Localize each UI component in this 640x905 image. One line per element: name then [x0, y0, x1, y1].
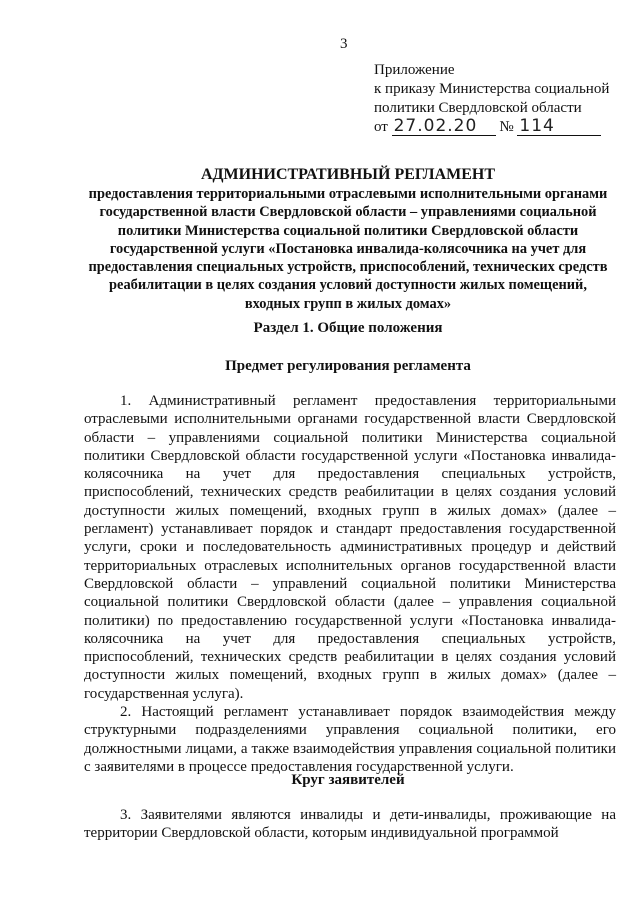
appendix-line-2: к приказу Министерства социальной — [374, 81, 610, 97]
paragraph-2: 2. Настоящий регламент устанавливает порядок взаимодействия между структурными подразделениями управления социальной политики, его должностными лицами, а также взаимодействия управления социальной политики с заявителями в процессе предоставления государственной услуги. — [84, 704, 616, 775]
body-paragraph-3 — [84, 806, 616, 843]
appendix-block — [374, 61, 634, 137]
section-1-heading: Раздел 1. Общие положения — [253, 320, 443, 336]
title-subtitle: предоставления территориальными отраслевыми исполнительными органами государственной власти Свердловской области – управлениями социальной политики Министерства социальной политики Свердловской области государственной услуги «Постановка инвалида-колясочника на учет для предоставления специальных устройств, приспособлений, технических средств реабилитации в целях создания условий доступности жилых помещений, входных групп в жилых домах» — [88, 186, 608, 312]
document-title — [80, 165, 616, 313]
handwritten-date: 27.02.20 — [392, 118, 496, 136]
paragraph-3: 3. Заявителями являются инвалиды и дети-инвалиды, проживающие на территории Свердловской области, которым индивидуальной программой — [84, 807, 616, 842]
subject-heading: Предмет регулирования регламента — [225, 358, 471, 374]
page-number: 3 — [340, 36, 348, 52]
appendix-line-1: Приложение — [374, 62, 455, 78]
paragraph-1: 1. Административный регламент предоставления территориальными отраслевыми исполнительными органами государственной власти Свердловской области – управлениями социальной политики Министерства социальной политики Свердловской области государственной услуги «Постановка инвалида-колясочника на учет для предоставления специальных устройств, приспособлений, технических средств реабилитации в целях создания условий доступности жилых помещений, входных групп в жилых домах» (далее – регламент) устанавливает порядок и стандарт предоставления государственной услуги, сроки и последовательность административных процедур и действий территориальных отраслевых исполнительных органов государственной власти Свердловской области – управлений социальной политики Министерства социальной политики Свердловской области (далее – управления социальной политики) по предоставлению государственной услуги «Постановка инвалида-колясочника на учет для предоставления специальных устройств, приспособлений, технических средств реабилитации в целях создания условий доступности жилых помещений, входных групп в жилых домах» (далее – государственная услуга). — [84, 393, 616, 702]
from-label: от — [374, 119, 388, 135]
handwritten-number: 114 — [517, 118, 601, 136]
appendix-date-line — [374, 118, 634, 137]
title-main: АДМИНИСТРАТИВНЫЙ РЕГЛАМЕНТ — [200, 166, 496, 183]
applicants-heading: Круг заявителей — [291, 772, 405, 788]
number-label: № — [499, 119, 514, 135]
body-paragraphs-1-2 — [84, 392, 616, 776]
appendix-line-3: политики Свердловской области — [374, 100, 582, 116]
